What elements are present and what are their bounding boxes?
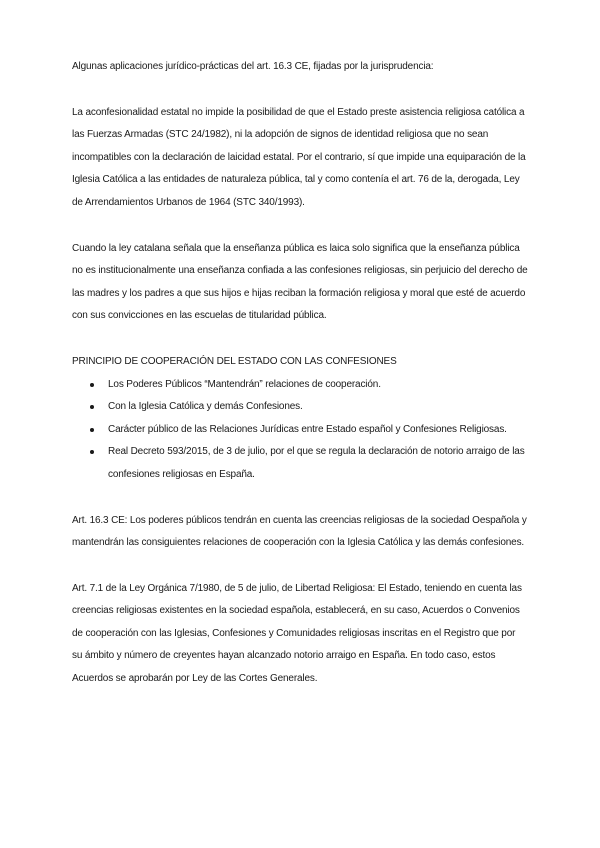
bullet-text: Con la Iglesia Católica y demás Confesiones. [108,401,303,413]
bullet-item [86,419,528,442]
bullet-dot-icon [90,405,94,409]
intro-line: Algunas aplicaciones jurídico-prácticas del art. 16.3 CE, fijadas por la jurisprudencia: [72,61,434,72]
bullet-item [86,396,528,419]
section-heading: PRINCIPIO DE COOPERACIÓN DEL ESTADO CON LAS CONFESIONES [72,355,397,367]
paragraph-art-16-3: Art. 16.3 CE: Los poderes públicos tendrán en cuenta las creencias religiosas de la sociedad Oespañola y mantendrán las consiguientes relaciones de cooperación con la Iglesia Católica y las demás confesiones. [72,514,527,549]
bullet-item [86,441,528,486]
bullet-list [72,374,528,487]
paragraph-ensenanza-laica: Cuando la ley catalana señala que la enseñanza pública es laica solo significa que la enseñanza pública no es institucionalmente una enseñanza confiada a las confesiones religiosas, sin perjuicio del derecho de las madres y los padres a que sus hijos e hijas reciban la formación religiosa y moral que esté de acuerdo con sus convicciones en las escuelas de titularidad pública. [72,242,528,322]
bullet-dot-icon [90,450,94,454]
bullet-text: Los Poderes Públicos “Mantendrán” relaciones de cooperación. [108,378,381,390]
bullet-item [86,374,528,397]
bullet-dot-icon [90,428,94,432]
paragraph-art-7-1: Art. 7.1 de la Ley Orgánica 7/1980, de 5 de julio, de Libertad Religiosa: El Estado, teniendo en cuenta las creencias religiosas existentes en la sociedad española, establecerá, en su caso, Acuerdos o Convenios de cooperación con las Iglesias, Confesiones y Comunidades religiosas inscritas en el Registro que por su ámbito y número de creyentes hayan alcanzado notorio arraigo en España. En todo caso, estos Acuerdos se aprobarán por Ley de las Cortes Generales. [72,582,522,685]
bullet-text: Real Decreto 593/2015, de 3 de julio, por el que se regula la declaración de notorio arraigo de las confesiones religiosas en España. [108,446,525,480]
paragraph-aconfesionalidad: La aconfesionalidad estatal no impide la posibilidad de que el Estado preste asistencia religiosa católica a las Fuerzas Armadas (STC 24/1982), ni la adopción de signos de identidad religiosa que no sean incompatibles con la declaración de laicidad estatal. Por el contrario, sí que impide una equiparación de la Iglesia Católica a las entidades de naturaleza pública, tal y como contenía el art. 76 de la, derogada, Ley de Arrendamientos Urbanos de 1964 (STC 340/1993). [72,106,526,208]
bullet-text: Carácter público de las Relaciones Jurídicas entre Estado español y Confesiones Religiosas. [108,423,507,435]
bullet-dot-icon [90,383,94,387]
